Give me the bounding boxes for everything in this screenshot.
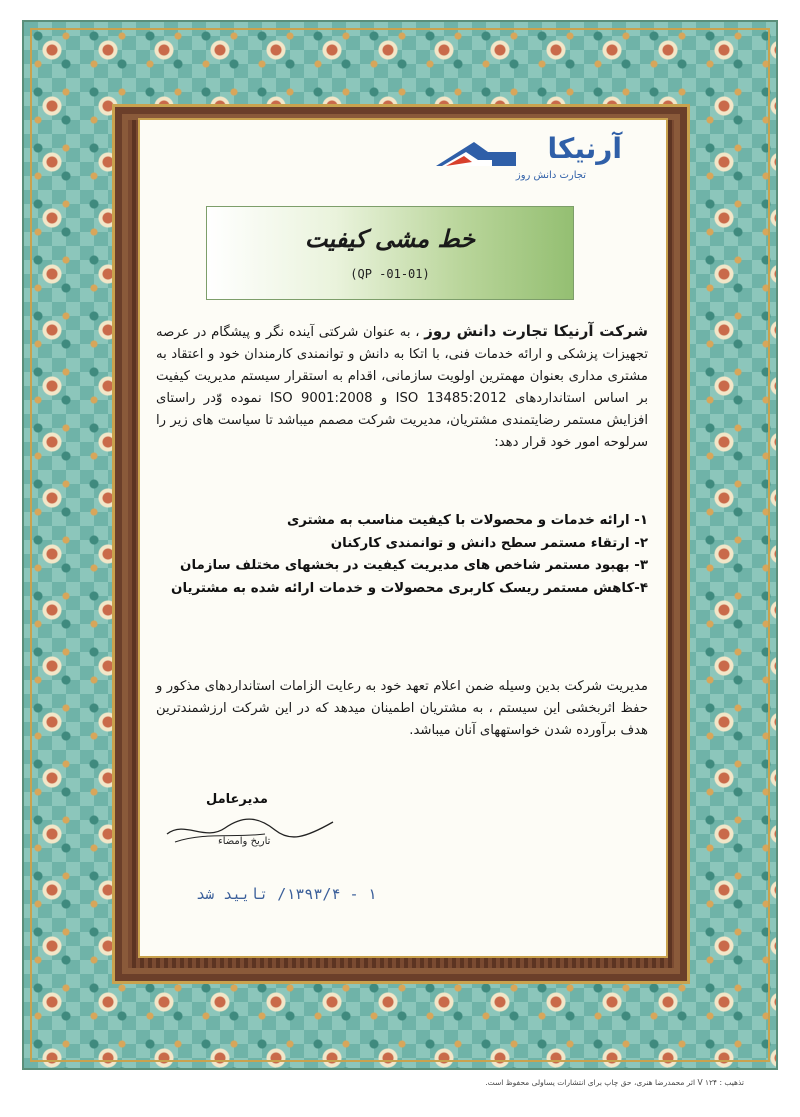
list-item: ۲- ارتقاء مستمر سطح دانش و توانمندی کارکنان: [330, 535, 648, 551]
intro-paragraph: [156, 320, 648, 454]
company-logo: [436, 130, 626, 190]
logo-subtitle: تجارت دانش روز: [515, 170, 586, 181]
policy-list: [156, 510, 648, 600]
closing-paragraph: مدیریت شرکت بدین وسیله ضمن اعلام تعهد خود به رعایت الزامات استانداردهای مذکور و حفظ اثربخشی این سیستم ، به مشتریان اطمینان میدهد که در این شرکت ارزشمندترین هدف برآورده شدن خواستههای آنان میباشد.: [156, 679, 648, 738]
title-box: [206, 206, 574, 300]
document-code: (QP -01-01): [350, 267, 430, 281]
footer-credit: تذهیب : ۱۲۴ V اثر محمدرضا هنری، حق چاپ برای انتشارات یساولی محفوظ است.: [485, 1078, 744, 1087]
intro-text: ، به عنوان شرکتی آینده نگر و پیشگام در عرصه تجهیزات پزشکی و ارائه خدمات فنی، با اتکا به دانش و توانمندی کارمندان خود و اعتقاد به مشتری مداری بعنوان مهمترین اولویت سازمانی، اقدام به استقرار سیستم مدیریت کیفیت بر اساس استانداردهای ISO 13485:2012 و ISO 9001:2008 نموده وّدر راستای افزایش مستمر رضایتمندی مشتریان، مدیریت شرکت مصمم میباشد تا سیاست های زیر را سرلوحه امور خود قرار دهد:: [156, 325, 648, 450]
signature-title: مدیرعامل: [206, 792, 268, 807]
approval-stamp: ۱ - ۱۳۹۳/۴/ تایید شد: [196, 885, 377, 903]
logo-name: آرنیکا: [547, 132, 622, 165]
document-title: خط مشی کیفیت: [304, 225, 476, 253]
company-name: شرکت آرنیکا تجارت دانش روز: [424, 322, 648, 340]
list-item: ۱- ارائه خدمات و محصولات با کیفیت مناسب به مشتری: [286, 513, 648, 528]
mountain-logo-icon: [436, 138, 516, 168]
list-item: ۳- بهبود مستمر شاخص های مدیریت کیفیت در بخشهای مختلف سازمان: [180, 558, 648, 573]
signature-subtitle: تاریخ وامضاء: [218, 836, 271, 847]
list-item: ۴-کاهش مستمر ریسک کاربری محصولات و خدمات ارائه شده به مشتریان: [171, 580, 648, 596]
